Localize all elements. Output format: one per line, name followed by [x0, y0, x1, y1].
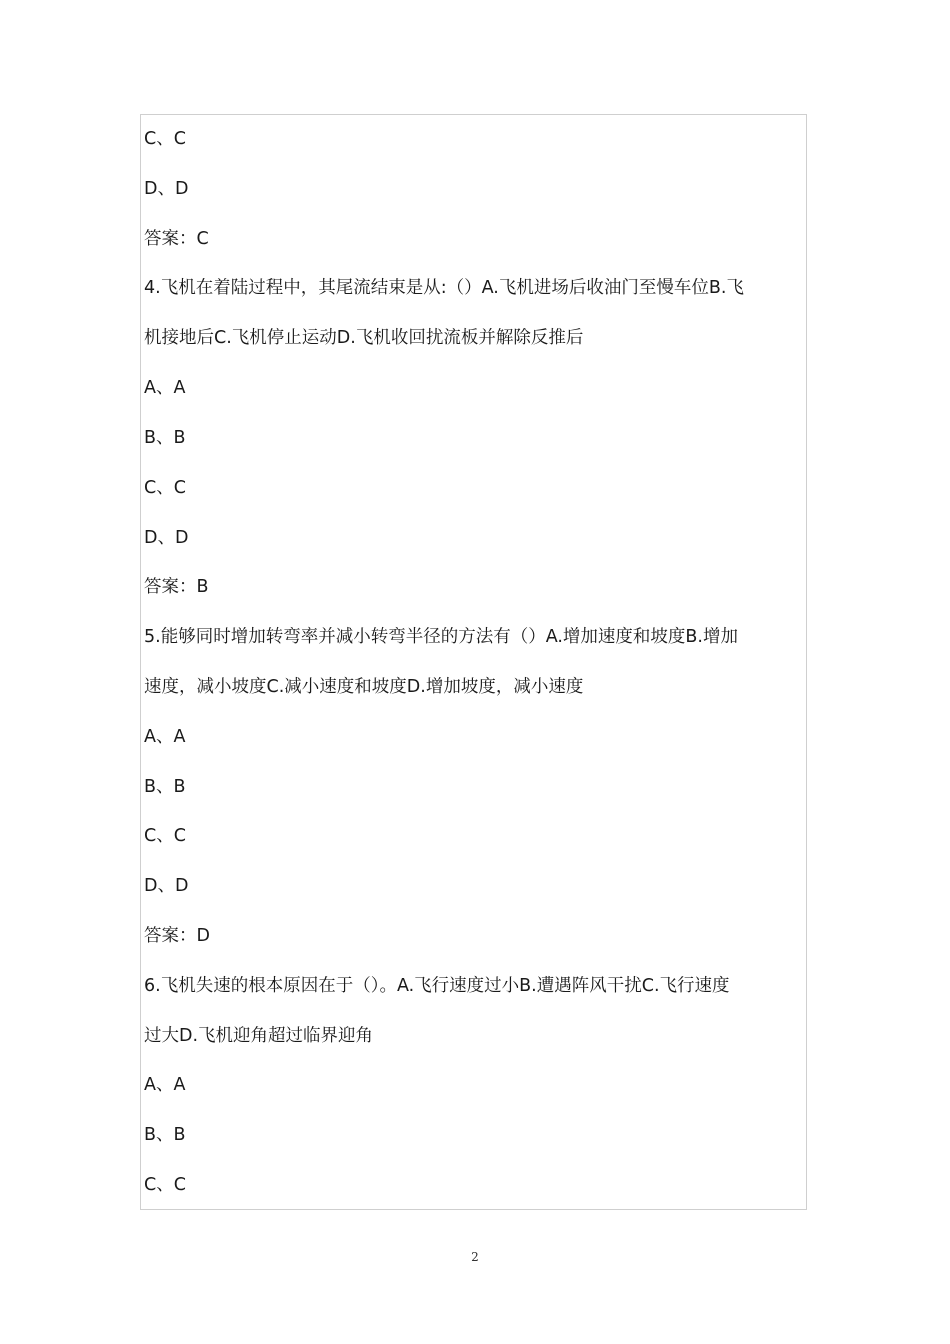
option-line: D、D	[144, 876, 189, 896]
question-text: 6.飞机失速的根本原因在于（）。A.飞行速度过小B.遭遇阵风干扰C.飞行速度	[144, 976, 730, 996]
option-line: A、A	[144, 1075, 186, 1095]
option-line: A、A	[144, 378, 186, 398]
option-line: C、C	[144, 826, 186, 846]
option-line: A、A	[144, 727, 186, 747]
option-line: B、B	[144, 1125, 186, 1145]
option-line: C、C	[144, 129, 186, 149]
question-text: 速度，减小坡度C.减小速度和坡度D.增加坡度，减小速度	[144, 677, 584, 697]
page-number: 2	[471, 1250, 479, 1264]
option-line: B、B	[144, 777, 186, 797]
option-line: C、C	[144, 478, 186, 498]
question-text: 过大D.飞机迎角超过临界迎角	[144, 1026, 374, 1046]
option-line: D、D	[144, 528, 189, 548]
answer-line: 答案：B	[144, 577, 209, 597]
answer-line: 答案：D	[144, 926, 210, 946]
option-line: D、D	[144, 179, 189, 199]
option-line: C、C	[144, 1175, 186, 1195]
question-text: 机接地后C.飞机停止运动D.飞机收回扰流板并解除反推后	[144, 328, 584, 348]
answer-line: 答案：C	[144, 229, 209, 249]
option-line: B、B	[144, 428, 186, 448]
question-text: 5.能够同时增加转弯率并减小转弯半径的方法有（）A.增加速度和坡度B.增加	[144, 627, 738, 647]
question-text: 4.飞机在着陆过程中，其尾流结束是从:（）A.飞机进场后收油门至慢车位B.飞	[144, 278, 744, 298]
